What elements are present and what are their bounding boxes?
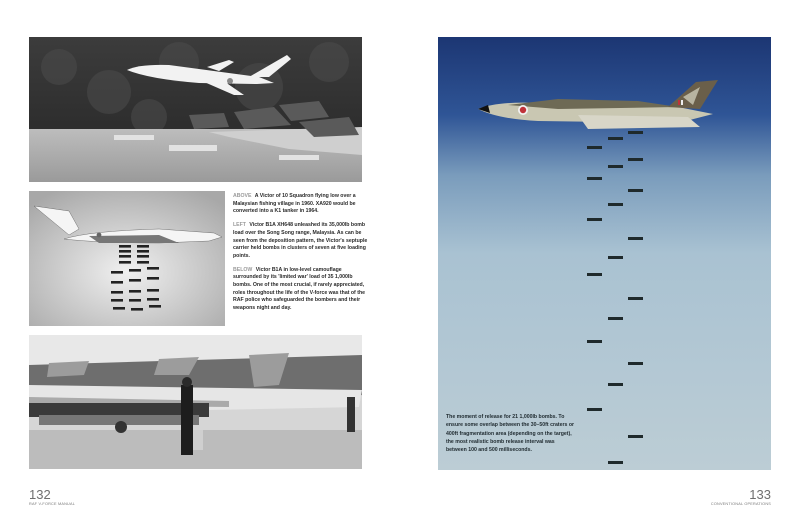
caption-text: Victor B1A XH648 unleashed its 35,000lb bomb load over the Song Song range, Malaysia. As can be seen from the deposition pattern, the Victor's septuple carrier held bombs in clusters of seven at five loading points. — [233, 222, 368, 259]
vulcan-bomb-release-image — [438, 37, 771, 470]
photo-victor-bomb-drop — [29, 191, 225, 326]
page-number-right: 133 — [749, 487, 771, 502]
running-footer-left: RAF V-FORCE MANUAL — [29, 502, 76, 506]
caption-text: A Victor of 10 Squadron flying low over a Malaysian fishing village in 1960. XA920 would be converted into a K1 tanker in 1964. — [233, 193, 356, 215]
caption-above — [233, 193, 368, 216]
caption-below — [233, 267, 368, 313]
caption-text: Victor B1A in low-level camouflage surrounded by its 'limited war' load of 35 1,000lb bombs. One of the most crucial, if rarely appreciated, roles throughout the life of the V-force was that of the RAF police who safeguarded the bombers and their weapons night and day. — [233, 266, 365, 312]
caption-label: LEFT — [233, 222, 246, 229]
caption-label: ABOVE — [233, 193, 252, 199]
right-page-folio — [711, 488, 771, 506]
photo-vulcan-bomb-release — [438, 37, 771, 470]
running-footer-right: CONVENTIONAL OPERATIONS — [710, 502, 771, 506]
photo-victor-ground-bomb-load — [29, 335, 362, 469]
caption-left — [233, 222, 368, 261]
left-page-captions — [233, 193, 368, 319]
victor-ground-image — [29, 335, 362, 469]
right-page-caption: The moment of release for 21 1,000lb bombs. To ensure some overlap between the 30–50ft craters or 400ft fragmentation area (depending on the target), the most realistic bomb release interval was between 100 and 500 milliseconds. — [446, 414, 575, 454]
victor-village-image — [29, 37, 362, 182]
left-page-folio — [29, 488, 75, 506]
photo-victor-over-village — [29, 37, 362, 182]
victor-bomb-drop-image — [29, 191, 225, 326]
caption-label: BELOW — [233, 266, 253, 273]
page-number-left: 132 — [29, 487, 51, 502]
